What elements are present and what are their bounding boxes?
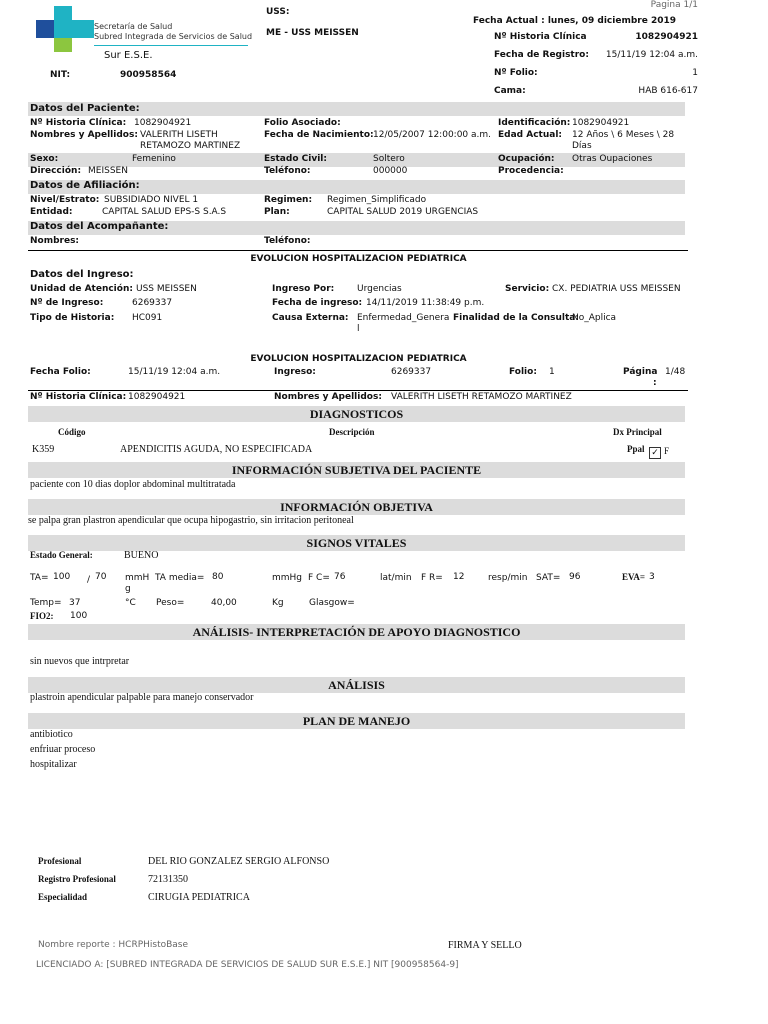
logo-line3: Sur E.S.E. <box>104 50 153 61</box>
analisis-text: plastroin apendicular palpable para manejo conservador <box>30 692 254 703</box>
nombres-value: VALERITH LISETH <box>140 130 218 140</box>
cama-label: Cama: <box>494 86 526 96</box>
registro-profesional-label: Registro Profesional <box>38 874 116 884</box>
licencia: LICENCIADO A: [SUBRED INTEGRADA DE SERVICIOS DE SALUD SUR E.S.E.] NIT [900958564-9] <box>36 960 459 970</box>
entidad-value: CAPITAL SALUD EPS-S S.A.S <box>102 207 227 217</box>
ta-unit-cont: g <box>125 584 131 594</box>
fr-value: 12 <box>453 572 465 582</box>
direccion-value: MEISSEN <box>88 166 128 176</box>
folio-hc-label: Nº Historia Clínica: <box>30 392 127 402</box>
tipo-historia-value: HC091 <box>132 313 163 323</box>
peso-value: 40,00 <box>211 598 237 608</box>
plan-line: enfriuar proceso <box>30 744 96 755</box>
nacimiento-label: Fecha de Nacimiento: <box>264 130 374 140</box>
sexo-label: Sexo: <box>30 154 59 164</box>
ta-diastolica: 70 <box>95 572 107 582</box>
registro-value: 15/11/19 12:04 a.m. <box>605 50 698 60</box>
causa-externa-value: Enfermedad_Genera <box>357 313 450 323</box>
finalidad-value: No_Aplica <box>572 313 617 323</box>
fecha-actual: Fecha Actual : lunes, 09 diciembre 2019 <box>472 16 676 26</box>
dx-descripcion: APENDICITIS AGUDA, NO ESPECIFICADA <box>120 444 313 455</box>
analisis-apoyo-text: sin nuevos que intrpretar <box>30 656 130 667</box>
servicio-value: CX. PEDIATRIA USS MEISSEN <box>552 284 681 294</box>
civil-label: Estado Civil: <box>264 154 327 164</box>
peso-unit: Kg <box>272 598 284 608</box>
civil-value: Soltero <box>373 154 405 164</box>
subjetiva-title: INFORMACIÓN SUBJETIVA DEL PACIENTE <box>231 463 482 477</box>
ta-unit: mmH <box>125 573 150 583</box>
unidad-label: Unidad de Atención: <box>30 284 133 294</box>
causa-externa-label: Causa Externa: <box>272 313 349 323</box>
analisis-apoyo-title: ANÁLISIS- INTERPRETACIÓN DE APOYO DIAGNOSTICO <box>192 625 521 639</box>
logo-underline <box>94 45 248 46</box>
edad-value: 12 Años \ 6 Meses \ 28 <box>572 130 675 140</box>
plan-value: CAPITAL SALUD 2019 URGENCIAS <box>327 207 479 217</box>
fr-label: F R= <box>421 573 443 583</box>
procedencia-label: Procedencia: <box>498 166 564 176</box>
folio-title: EVOLUCION HOSPITALIZACION PEDIATRICA <box>250 354 467 364</box>
fc-value: 76 <box>334 572 346 582</box>
temp-label: Temp= <box>30 598 62 608</box>
section-afiliacion: Datos de Afiliación: <box>30 180 140 191</box>
pagina-value: 1/48 <box>665 367 686 377</box>
sat-value: 96 <box>569 572 581 582</box>
ta-media-value: 80 <box>212 572 224 582</box>
historia-label: Nº Historia Clínica <box>494 32 587 42</box>
uss-value: ME - USS MEISSEN <box>266 28 359 38</box>
fio2-value: 100 <box>70 611 88 621</box>
divider <box>28 250 688 251</box>
fr-unit: resp/min <box>488 573 528 583</box>
ta-slash: / <box>87 575 91 585</box>
fc-unit: lat/min <box>380 573 412 583</box>
estado-general-label: Estado General: <box>30 550 93 560</box>
acompanante-nombres-label: Nombres: <box>30 236 80 246</box>
page-indicator: Pagina 1/1 <box>650 0 698 10</box>
registro-label: Fecha de Registro: <box>494 50 589 60</box>
regimen-label: Regimen: <box>264 195 313 205</box>
fio2-label: FIO2: <box>30 611 54 621</box>
analisis-title: ANÁLISIS <box>328 678 385 692</box>
section-acompanante: Datos del Acompañante: <box>30 221 169 232</box>
nivel-value: SUBSIDIADO NIVEL 1 <box>104 195 199 205</box>
pagina-label-colon: : <box>653 378 657 388</box>
historia-value: 1082904921 <box>635 32 698 42</box>
logo-line2: Subred Integrada de Servicios de Salud <box>94 32 253 41</box>
edad-label: Edad Actual: <box>498 130 563 140</box>
dx-principal-checkbox[interactable]: ✓ <box>649 447 661 459</box>
especialidad-value: CIRUGIA PEDIATRICA <box>148 892 250 903</box>
telefono-value: 000000 <box>373 166 408 176</box>
nivel-label: Nivel/Estrato: <box>30 195 100 205</box>
pagina-label: Página <box>623 367 658 377</box>
temp-value: 37 <box>69 598 81 608</box>
ta-sistolica: 100 <box>53 572 71 582</box>
plan-title: PLAN DE MANEJO <box>302 714 411 728</box>
peso-label: Peso= <box>156 598 185 608</box>
section-ingreso: Datos del Ingreso: <box>30 269 134 280</box>
logo-line1: Secretaría de Salud <box>94 22 173 31</box>
fc-label: F C= <box>308 573 330 583</box>
col-dx-principal: Dx Principal <box>613 427 662 437</box>
fecha-folio-value: 15/11/19 12:04 a.m. <box>128 367 221 377</box>
ingreso-por-label: Ingreso Por: <box>272 284 335 294</box>
fecha-ingreso-label: Fecha de ingreso: <box>272 298 363 308</box>
estado-general-value: BUENO <box>124 550 159 561</box>
unidad-value: USS MEISSEN <box>136 284 197 294</box>
folio-ingreso-value: 6269337 <box>391 367 432 377</box>
num-ingreso-value: 6269337 <box>132 298 173 308</box>
finalidad-label: Finalidad de la Consulta: <box>453 313 579 323</box>
folio-ingreso-label: Ingreso: <box>274 367 316 377</box>
causa-externa-value-cont: l <box>357 324 360 334</box>
ta-label: TA= <box>30 573 49 583</box>
section-paciente: Datos del Paciente: <box>30 103 140 114</box>
diagnosticos-title: DIAGNOSTICOS <box>309 407 404 421</box>
cama-value: HAB 616-617 <box>638 86 698 96</box>
entidad-label: Entidad: <box>30 207 73 217</box>
eva-value: 3 <box>649 572 655 582</box>
subred-logo-icon <box>36 6 96 54</box>
identificacion-label: Identificación: <box>498 118 571 128</box>
apellidos-value: RETAMOZO MARTINEZ <box>140 141 241 151</box>
signos-title: SIGNOS VITALES <box>306 536 407 550</box>
telefono-label: Teléfono: <box>264 166 311 176</box>
paciente-hc-value: 1082904921 <box>134 118 192 128</box>
fecha-ingreso-value: 14/11/2019 11:38:49 p.m. <box>366 298 485 308</box>
col-codigo: Código <box>58 427 86 437</box>
paciente-hc-label: Nº Historia Clínica: <box>30 118 127 128</box>
plan-line: hospitalizar <box>30 759 77 770</box>
subjetiva-text: paciente con 10 dias doplor abdominal multitratada <box>30 479 236 490</box>
dx-flag: F <box>664 446 670 456</box>
registro-profesional-value: 72131350 <box>148 874 188 885</box>
temp-unit: °C <box>125 598 136 608</box>
num-ingreso-label: Nº de Ingreso: <box>30 298 104 308</box>
folio-num-value: 1 <box>549 367 555 377</box>
folio-asociado-label: Folio Asociado: <box>264 118 341 128</box>
objetiva-text: se palpa gran plastron apendicular que ocupa hipogastrio, sin irritacion peritoneal <box>28 515 354 526</box>
eva-label: EVA= <box>622 572 645 582</box>
regimen-value: Regimen_Simplificado <box>327 195 427 205</box>
folio-num-label: Folio: <box>509 367 537 377</box>
col-descripcion: Descripción <box>329 427 375 437</box>
ingreso-por-value: Urgencias <box>357 284 402 294</box>
folio-value: 1 <box>692 68 698 78</box>
servicio-label: Servicio: <box>505 284 550 294</box>
plan-line: antibiotico <box>30 729 73 740</box>
nit-label: NIT: <box>50 70 71 80</box>
identificacion-value: 1082904921 <box>572 118 630 128</box>
firma-y-sello: FIRMA Y SELLO <box>448 940 522 951</box>
ocupacion-label: Ocupación: <box>498 154 555 164</box>
dx-ppal-label: Ppal <box>627 444 645 454</box>
nombres-label: Nombres y Apellidos: <box>30 130 138 140</box>
ocupacion-value: Otras Oupaciones <box>572 154 653 164</box>
folio-nombres-label: Nombres y Apellidos: <box>274 392 382 402</box>
folio-nombres-value: VALERITH LISETH RETAMOZO MARTINEZ <box>391 392 572 402</box>
objetiva-title: INFORMACIÓN OBJETIVA <box>280 500 433 514</box>
folio-label: Nº Folio: <box>494 68 538 78</box>
fecha-folio-label: Fecha Folio: <box>30 367 91 377</box>
ta-media-unit: mmHg <box>272 573 303 583</box>
nombre-reporte: Nombre reporte : HCRPHistoBase <box>38 940 189 950</box>
profesional-value: DEL RIO GONZALEZ SERGIO ALFONSO <box>148 856 330 867</box>
nacimiento-value: 12/05/2007 12:00:00 a.m. <box>373 130 492 140</box>
especialidad-label: Especialidad <box>38 892 88 902</box>
sat-label: SAT= <box>536 573 561 583</box>
ta-media-label: TA media= <box>155 573 205 583</box>
divider <box>28 390 688 391</box>
edad-value-days: Días <box>572 141 592 151</box>
folio-hc-value: 1082904921 <box>128 392 186 402</box>
document-title: EVOLUCION HOSPITALIZACION PEDIATRICA <box>250 254 467 264</box>
sexo-value: Femenino <box>132 154 176 164</box>
plan-label: Plan: <box>264 207 290 217</box>
tipo-historia-label: Tipo de Historia: <box>30 313 115 323</box>
profesional-label: Profesional <box>38 856 82 866</box>
glasgow-label: Glasgow= <box>309 598 355 608</box>
nit-value: 900958564 <box>120 70 177 80</box>
direccion-label: Dirección: <box>30 166 82 176</box>
dx-codigo: K359 <box>32 444 55 455</box>
acompanante-telefono-label: Teléfono: <box>264 236 311 246</box>
uss-label: USS: <box>266 7 290 17</box>
